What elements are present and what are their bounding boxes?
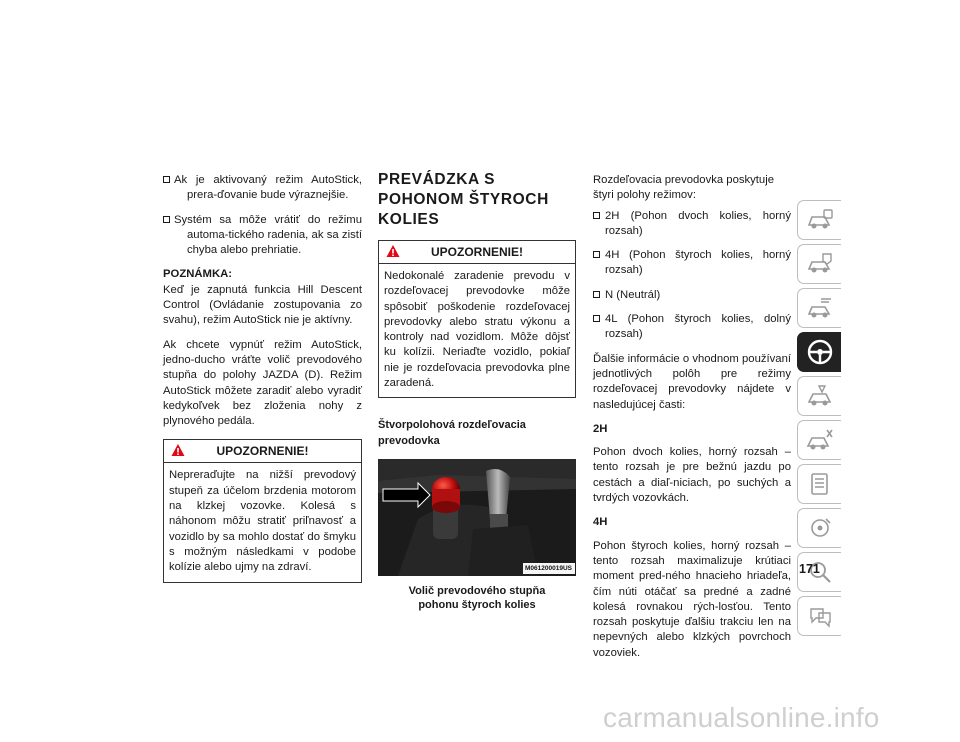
- tab-driving[interactable]: [797, 332, 841, 372]
- mode-list-item: [593, 288, 791, 303]
- shifter-illustration: [378, 459, 576, 576]
- warning-triangle-icon: [386, 244, 400, 258]
- car-start-icon: [805, 295, 835, 321]
- tab-multimedia[interactable]: [797, 508, 841, 548]
- warning-header: [164, 440, 361, 463]
- car-emergency-icon: [805, 383, 835, 409]
- mode-text: N (Neutrál): [605, 288, 661, 301]
- checkbox-bullet-icon: [593, 212, 600, 219]
- warning-box: [378, 240, 576, 398]
- section-heading: PREVÁDZKA S POHONOM ŠTYROCH KOLIES: [378, 171, 549, 228]
- section-title-2h: 2H: [593, 422, 608, 435]
- mode-text: 4H (Pohon štyroch kolies, horný rozsah): [605, 249, 791, 277]
- checkbox-bullet-icon: [163, 176, 170, 183]
- tab-safety[interactable]: [797, 244, 841, 284]
- tab-languages[interactable]: [797, 596, 841, 636]
- language-icon: [805, 603, 835, 629]
- mode-list-item: [593, 209, 791, 240]
- warning-box: [163, 439, 362, 582]
- warning-text: Nedokonalé zaradenie prevodu v rozdeľovacej prevodovke môže spôsobiť poškodenie rozdeľovacej prevodovky alebo stratu výkonu a kontroly nad vozidlom. Môže dôjsť ku kolízii. Neriaďte vozidlo, pokiaľ nie je rozdeľovacia prevodovka plne zaradená.: [384, 270, 570, 390]
- section-title-4h: 4H: [593, 516, 608, 529]
- transfer-case-shifter-photo: [378, 459, 576, 576]
- mode-text: 4L (Pohon štyroch kolies, dolný rozsah): [605, 313, 791, 341]
- checkbox-bullet-icon: [593, 315, 600, 322]
- bullet-item: [163, 213, 362, 259]
- left-column: [163, 173, 362, 595]
- autostick-paragraph: Ak chcete vypnúť režim AutoStick, jedno-ducho vráťte volič prevodového stupňa do polohy JAZDA (D). Režim AutoStick môžete zaradiť alebo vyradiť kedykoľvek bez zloženia nohy z plynového pedála.: [163, 338, 362, 428]
- subsection-heading: Štvorpolohová rozdeľovacia prevodovka: [378, 419, 526, 447]
- specifications-list-icon: [805, 471, 835, 497]
- section-text-2h: Pohon dvoch kolies, horný rozsah – tento rozsah je pre bežnú jazdu po cestách a diaľ-niciach, po suchých a tvrdých vozovkách.: [593, 446, 791, 505]
- warning-header: [379, 241, 575, 264]
- car-service-icon: [805, 427, 835, 453]
- car-dashboard-icon: [805, 207, 835, 233]
- watermark: carmanualsonline.info: [603, 702, 880, 733]
- car-safety-icon: [805, 251, 835, 277]
- checkbox-bullet-icon: [593, 251, 600, 258]
- warning-title: UPOZORNENIE!: [216, 444, 309, 459]
- section-text-4h: Pohon štyroch kolies, horný rozsah – tento rozsah maximalizuje krútiaci moment pred-ného hnacieho hriadeľa, čím núti otáčať sa predné a zadné kolesá rovnakou rých-losťou. Tento rozsah poskytuje ďalšiu trakciu len na nepevných alebo klzkých povrchoch vozoviek.: [593, 539, 791, 659]
- multimedia-icon: [805, 515, 835, 541]
- tab-dashboard[interactable]: [797, 200, 841, 240]
- warning-triangle-icon: [171, 443, 185, 457]
- note-text: Keď je zapnutá funkcia Hill Descent Control (Ovládanie zostupovania zo svahu), režim AutoStick nie je aktívny.: [163, 283, 362, 327]
- warning-text: Nepreraďujte na nižší prevodový stupeň za účelom brzdenia motorom na klzkej vozovke. Kolesá s náhonom môžu stratiť priľnavosť a vozidlo by sa mohlo dostať do šmyku s možným následkami v podobe kolízie alebo ujmy na zdraví.: [169, 469, 356, 574]
- tab-starting[interactable]: [797, 288, 841, 328]
- note-label: POZNÁMKA:: [163, 268, 233, 281]
- modes-intro: Rozdeľovacia prevodovka poskytuje štyri polohy režimov:: [593, 174, 775, 202]
- mode-list-item: [593, 248, 791, 279]
- right-column: [593, 173, 791, 670]
- checkbox-bullet-icon: [163, 216, 170, 223]
- steering-wheel-icon: [805, 337, 835, 367]
- bullet-item: [163, 173, 362, 204]
- warning-title: UPOZORNENIE!: [430, 245, 523, 259]
- tab-emergency[interactable]: [797, 376, 841, 416]
- bullet-text: Systém sa môže vrátiť do režimu automa-tického radenia, ak sa zistí chyba alebo prehriatie.: [174, 213, 362, 257]
- tab-service[interactable]: [797, 420, 841, 460]
- mode-list-item: [593, 312, 791, 343]
- mode-text: 2H (Pohon dvoch kolies, horný rozsah): [605, 209, 791, 237]
- tab-specifications[interactable]: [797, 464, 841, 504]
- photo-caption: Volič prevodového stupňa pohonu štyroch kolies: [408, 584, 546, 611]
- page-number: 171: [799, 562, 820, 576]
- bullet-text: Ak je aktivovaný režim AutoStick, prera-ďovanie bude výraznejšie.: [174, 174, 362, 202]
- checkbox-bullet-icon: [593, 291, 600, 298]
- more-info-paragraph: Ďalšie informácie o vhodnom používaní jednotlivých polôh pre režimy rozdeľovacej prevodovky nájdete v nasledujúcej časti:: [593, 352, 791, 411]
- image-code: M061200019US: [525, 564, 572, 572]
- middle-column: [378, 170, 576, 612]
